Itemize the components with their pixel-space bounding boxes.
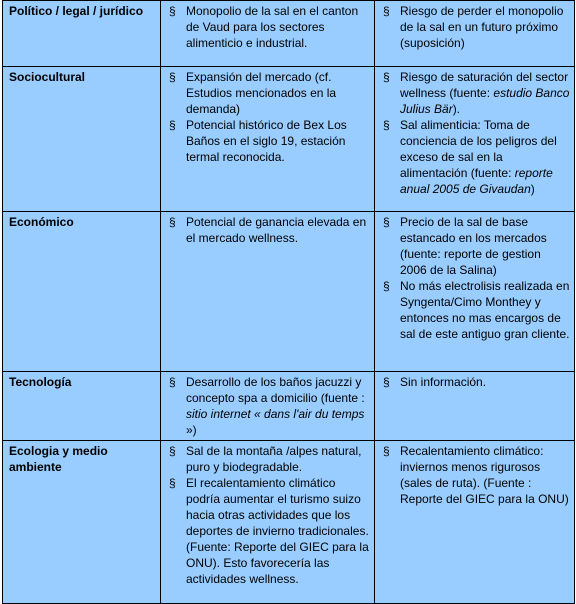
row-ecologia xyxy=(3,441,575,604)
list-item: § Potencial de ganancia elevada en el mercado wellness. xyxy=(169,215,367,245)
category-cell xyxy=(3,1,161,67)
threats-list xyxy=(381,3,570,51)
bullet-icon: § xyxy=(383,215,390,229)
row-politico xyxy=(3,1,575,67)
list-item: § Riesgo de saturación del sector wellness (fuente: estudio Banco Julius Bär). xyxy=(383,70,570,116)
list-item: § Monopolio de la sal en el canton de Vaud para los sectores alimenticio e industrial. xyxy=(169,4,359,50)
list-item: § Potencial histórico de Bex Los Baños en el siglo 19, estación termal reconocida. xyxy=(169,118,347,164)
bullet-icon: § xyxy=(169,70,176,84)
list-item: § Sin información. xyxy=(383,375,487,389)
row-sociocultural xyxy=(3,67,575,212)
opportunities-list xyxy=(167,3,370,51)
bullet-icon: § xyxy=(169,118,176,132)
opportunities-list xyxy=(167,443,370,587)
list-item: § Sal alimenticia: Toma de conciencia de los peligros del exceso de sal en la alimentación (fuente: reporte anual 2005 de Givaudan) xyxy=(383,118,557,196)
row-tecnologia xyxy=(3,372,575,441)
bullet-icon: § xyxy=(383,279,390,293)
pest-analysis-table xyxy=(2,0,575,604)
threats-cell xyxy=(375,372,575,441)
opportunities-cell xyxy=(161,212,375,372)
opportunities-cell xyxy=(161,441,375,604)
row-economico xyxy=(3,212,575,372)
threats-list xyxy=(381,374,570,390)
threats-list xyxy=(381,214,570,342)
bullet-icon: § xyxy=(169,215,176,229)
list-item: § Precio de la sal de base estancado en los mercados (fuente: reporte de gestion 2006 de la Salina) xyxy=(383,215,547,277)
threats-cell xyxy=(375,441,575,604)
category-label: Económico xyxy=(9,215,74,229)
list-item: § Recalentamiento climático: inviernos menos rigurosos (sales de ruta). (Fuente : Reporte del GIEC para la ONU) xyxy=(383,444,569,506)
opportunities-cell xyxy=(161,372,375,441)
bullet-icon: § xyxy=(383,118,390,132)
category-label: Ecologia y medio ambiente xyxy=(9,444,108,474)
category-label: Sociocultural xyxy=(9,70,86,84)
list-item: § No más electrolisis realizada en Syngenta/Cimo Monthey y entonces no mas encargos de sal de este antiguo gran cliente. xyxy=(383,279,570,341)
opportunities-list xyxy=(167,214,370,246)
opportunities-list xyxy=(167,374,370,438)
category-cell xyxy=(3,372,161,441)
opportunities-cell xyxy=(161,67,375,212)
list-item: § Riesgo de perder el monopolio de la sal en un futuro próximo (suposición) xyxy=(383,4,564,50)
bullet-icon: § xyxy=(169,4,176,18)
category-cell xyxy=(3,441,161,604)
opportunities-cell xyxy=(161,1,375,67)
list-item: § El recalentamiento climático podría aumentar el turismo suizo hacia otras actividades que los deportes de invierno tradicionales. (Fuente: Reporte del GIEC para la ONU). Esto favorecería las actividades wellness. xyxy=(169,476,369,586)
threats-list xyxy=(381,443,570,507)
category-label: Tecnología xyxy=(9,375,72,389)
bullet-icon: § xyxy=(383,4,390,18)
bullet-icon: § xyxy=(383,444,390,458)
category-cell xyxy=(3,212,161,372)
bullet-icon: § xyxy=(383,70,390,84)
opportunities-list xyxy=(167,69,370,165)
threats-cell xyxy=(375,1,575,67)
bullet-icon: § xyxy=(383,375,390,389)
list-item: § Expansión del mercado (cf. Estudios mencionados en la demanda) xyxy=(169,70,337,116)
threats-cell xyxy=(375,212,575,372)
bullet-icon: § xyxy=(169,375,176,389)
threats-cell xyxy=(375,67,575,212)
list-item: § Sal de la montaña /alpes natural, puro y biodegradable. xyxy=(169,444,362,474)
threats-list xyxy=(381,69,570,197)
list-item: § Desarrollo de los baños jacuzzi y concepto spa a domicilio (fuente : sitio internet « dans l'air du temps ») xyxy=(169,375,365,437)
category-label: Político / legal / jurídico xyxy=(9,4,144,18)
category-cell xyxy=(3,67,161,212)
bullet-icon: § xyxy=(169,476,176,490)
bullet-icon: § xyxy=(169,444,176,458)
